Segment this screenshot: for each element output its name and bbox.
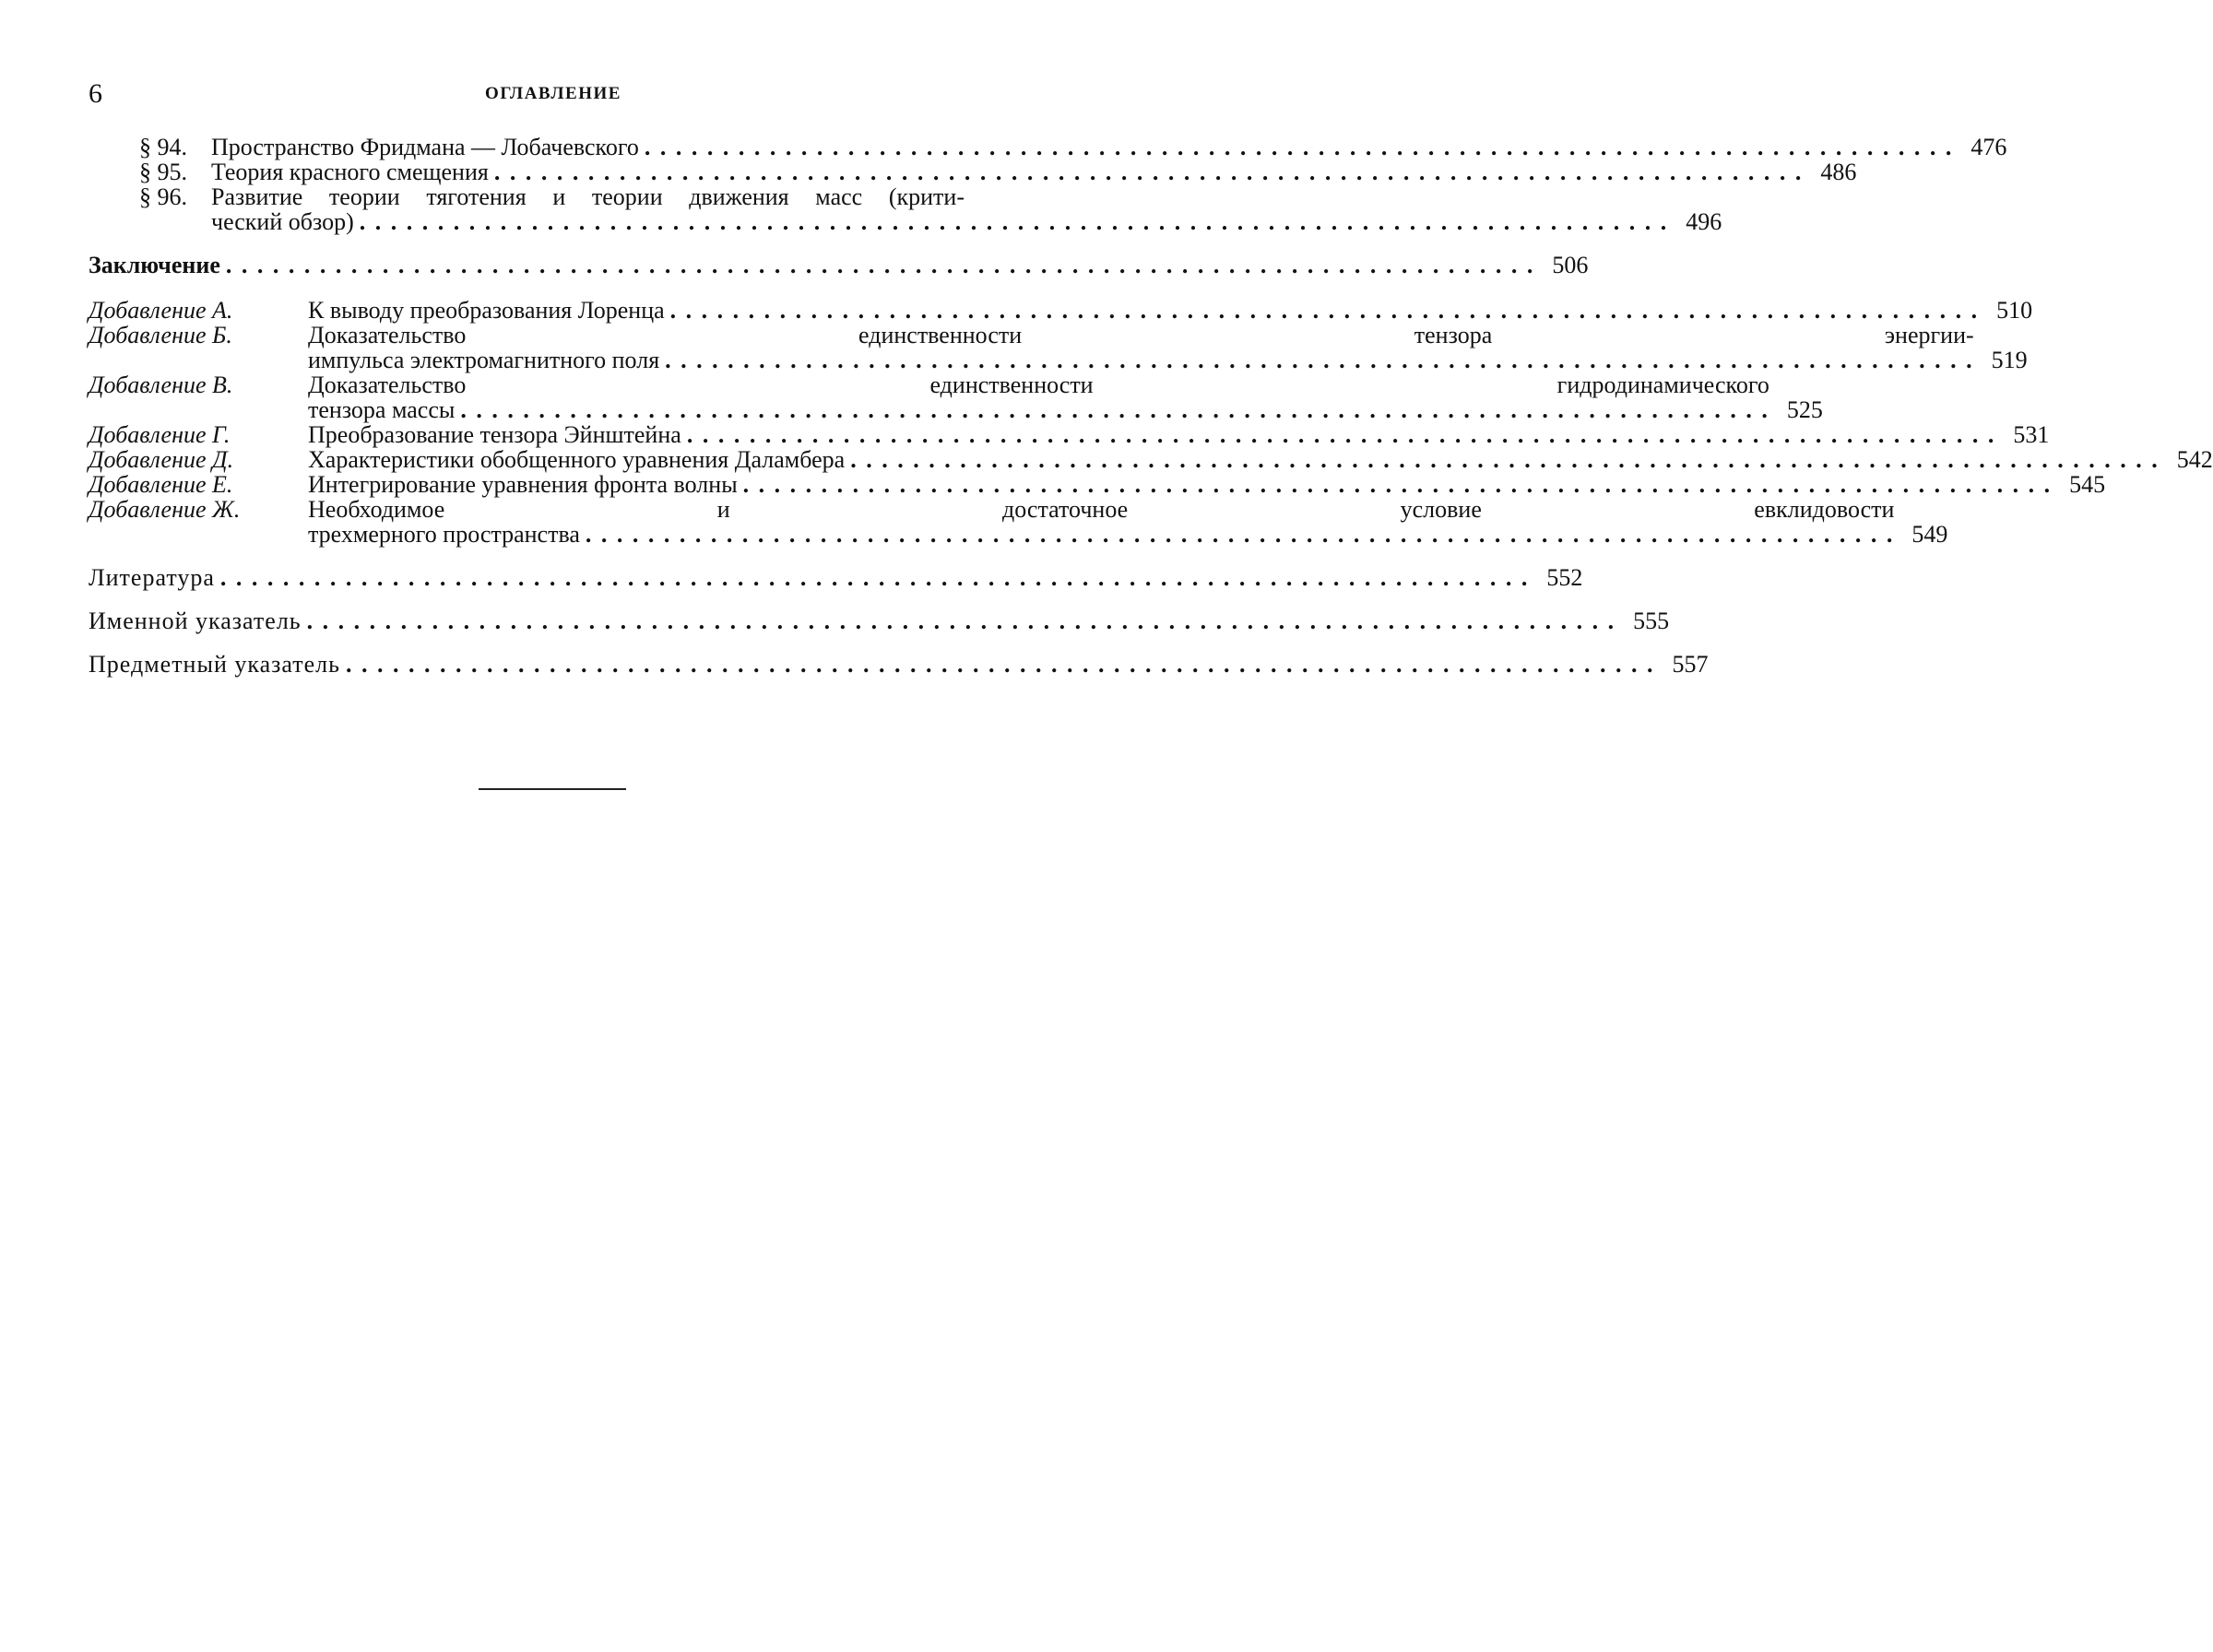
entry-title-line-1: Доказательство единственности тензора энергии- — [308, 322, 1974, 348]
entry-title: Именной указатель — [89, 608, 302, 634]
page-ref: 476 — [1970, 134, 2007, 160]
page-header — [89, 77, 1018, 111]
page-ref: 525 — [1786, 396, 1823, 423]
page-ref: 496 — [1686, 208, 1722, 235]
toc-entry-appendix-e[interactable] — [89, 471, 2106, 498]
entry-title: Литература — [89, 564, 215, 591]
toc-entry-conclusion[interactable] — [89, 252, 1589, 278]
dot-leader — [226, 253, 1535, 277]
page-ref: 545 — [2069, 471, 2106, 498]
appendix-label: Добавление В. — [89, 372, 233, 398]
page-ref: 506 — [1552, 252, 1589, 278]
dot-leader — [645, 135, 1954, 159]
end-divider — [479, 788, 626, 790]
toc-entry-literature[interactable] — [89, 564, 1583, 591]
toc-entry-appendix-b[interactable] — [89, 322, 2028, 373]
appendix-label: Добавление Ж. — [89, 496, 241, 523]
dot-leader — [360, 209, 1669, 234]
toc-entry-appendix-a[interactable] — [89, 297, 2033, 324]
dot-leader — [346, 652, 1655, 677]
entry-title-line-2: ческий обзор) — [211, 208, 354, 235]
entry-title: Преобразование тензора Эйнштейна — [308, 421, 681, 448]
entry-title: Пространство Фридмана — Лобачевского — [211, 134, 639, 160]
section-number: § 96. — [139, 183, 187, 210]
dot-leader — [850, 447, 2160, 472]
appendix-label: Добавление Д. — [89, 446, 234, 473]
table-of-contents — [89, 134, 2213, 678]
entry-title: Предметный указатель — [89, 651, 341, 678]
appendix-label: Добавление Е. — [89, 471, 233, 498]
entry-title: К выводу преобразования Лоренца — [308, 297, 665, 324]
entry-title-line-1: Необходимое и достаточное условие евклидовости — [308, 496, 1895, 523]
entry-title: Заключение — [89, 252, 220, 278]
entry-title-line-1: Развитие теории тяготения и теории движения масс (крити- — [211, 183, 964, 210]
section-number: § 94. — [139, 134, 187, 160]
entry-title: Теория красного смещения — [211, 159, 489, 185]
entry-title: Интегрирование уравнения фронта волны — [308, 471, 738, 498]
dot-leader — [494, 159, 1804, 184]
entry-title-line-2: трехмерного пространства — [308, 521, 580, 548]
toc-entry-section-94[interactable] — [89, 134, 2007, 160]
dot-leader — [586, 522, 1895, 547]
dot-leader — [307, 608, 1616, 633]
page-ref: 510 — [1996, 297, 2033, 324]
appendix-label: Добавление Г. — [89, 421, 231, 448]
dot-leader — [670, 298, 1980, 323]
page-ref: 557 — [1672, 651, 1709, 678]
dot-leader — [687, 422, 1996, 447]
page-number: 6 — [89, 78, 102, 109]
dot-leader — [743, 472, 2053, 497]
running-title: ОГЛАВЛЕНИЕ — [485, 84, 621, 103]
page-ref: 552 — [1546, 564, 1583, 591]
toc-entry-subject-index[interactable] — [89, 651, 1709, 678]
page-ref: 486 — [1820, 159, 1857, 185]
toc-entry-section-95[interactable] — [89, 159, 1857, 185]
entry-title-line-2: тензора массы — [308, 396, 456, 423]
entry-title: Характеристики обобщенного уравнения Даламбера — [308, 446, 846, 473]
page-ref: 542 — [2176, 446, 2213, 473]
entry-title-line-1: Доказательство единственности гидродинамического — [308, 372, 1769, 398]
toc-entry-appendix-d[interactable] — [89, 446, 2213, 473]
entry-title-line-2: импульса электромагнитного поля — [308, 347, 660, 373]
appendix-label: Добавление Б. — [89, 322, 232, 348]
appendix-label: Добавление А. — [89, 297, 233, 324]
dot-leader — [220, 565, 1530, 590]
page-ref: 531 — [2013, 421, 2050, 448]
toc-entry-appendix-zh[interactable] — [89, 496, 1948, 548]
toc-entry-section-96[interactable] — [89, 183, 1722, 235]
dot-leader — [665, 348, 1974, 372]
page-ref: 519 — [1991, 347, 2028, 373]
section-number: § 95. — [139, 159, 187, 185]
toc-entry-appendix-g[interactable] — [89, 421, 2050, 448]
page-ref: 549 — [1911, 521, 1948, 548]
page-ref: 555 — [1633, 608, 1670, 634]
toc-entry-appendix-v[interactable] — [89, 372, 1823, 423]
dot-leader — [460, 397, 1769, 422]
toc-entry-name-index[interactable] — [89, 608, 1670, 634]
